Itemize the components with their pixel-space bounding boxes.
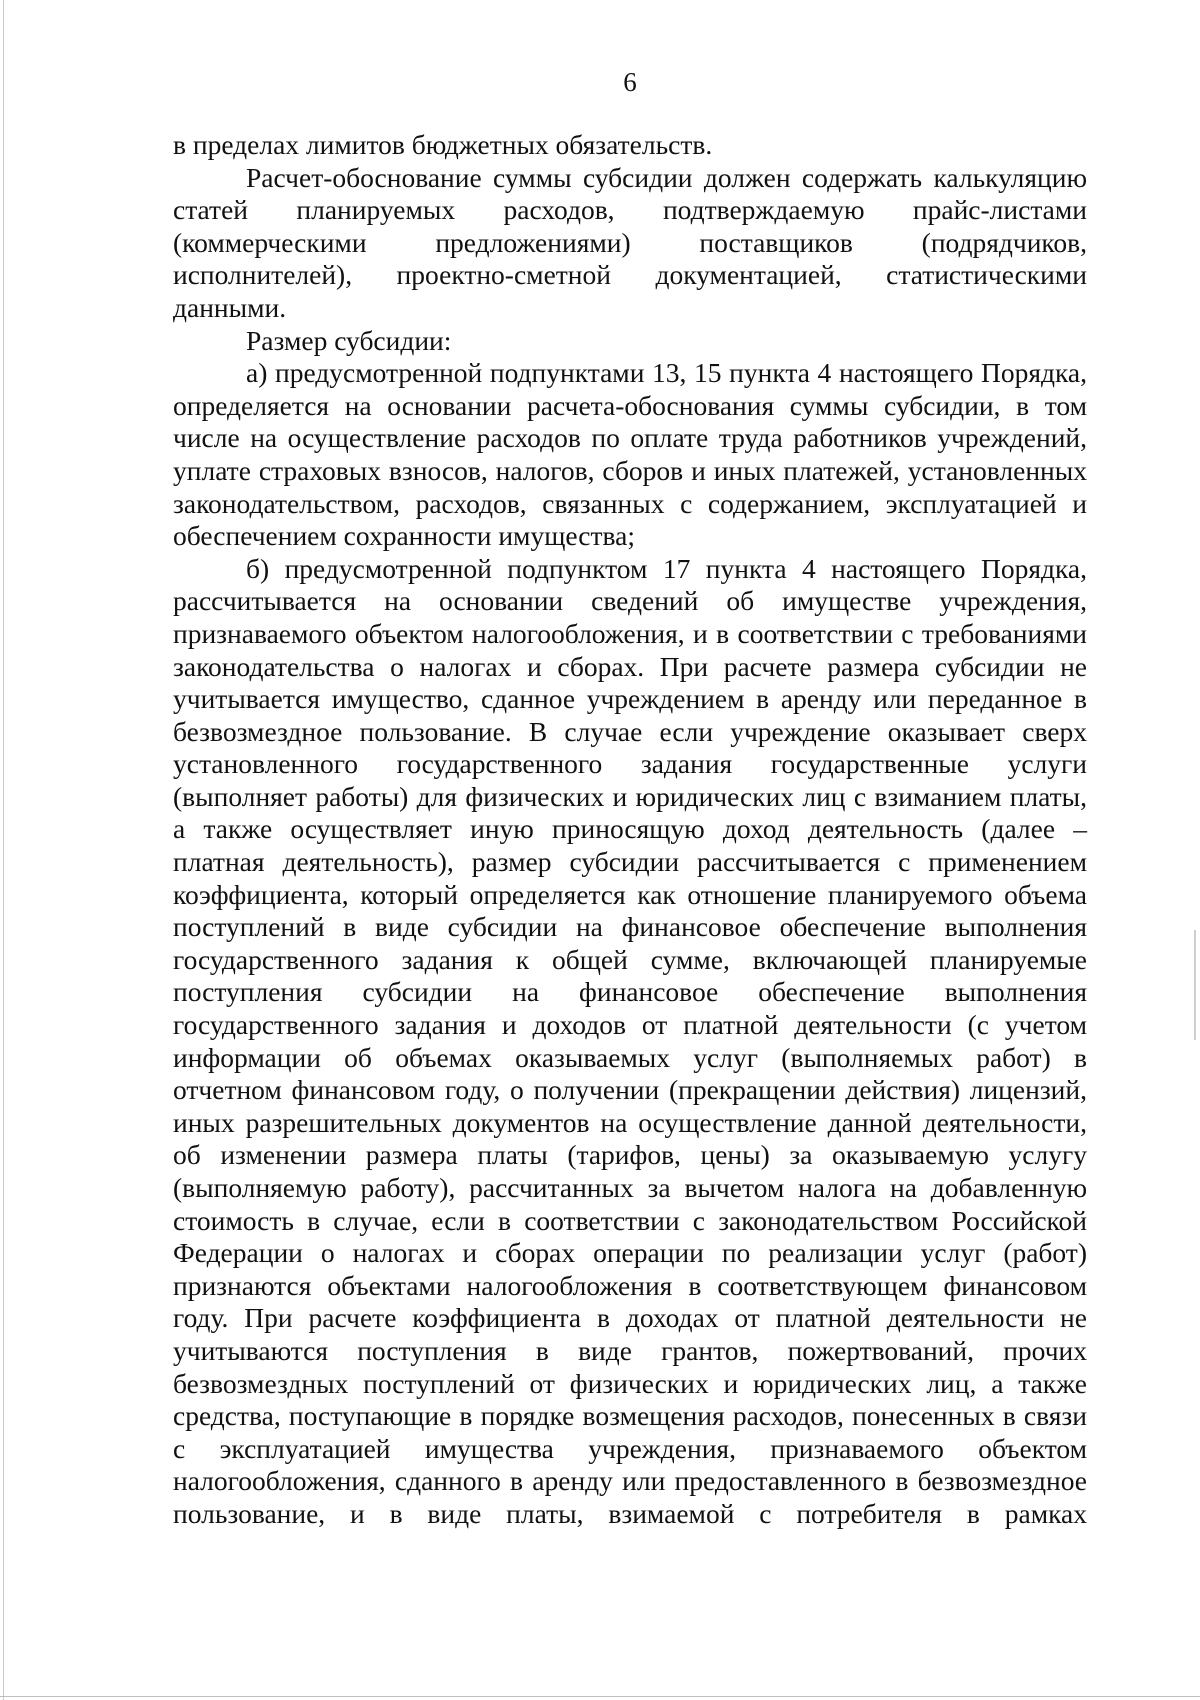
paragraph-2: Расчет-обоснование суммы субсидии должен содержать калькуляцию статей планируемых расходов, подтверждаемую прайс-листами (коммерческими предложениями) поставщиков (подрядчиков, исполнителей), проектно-сметной документацией, статистическими данными. (173, 161, 1087, 323)
scan-right-mark (1194, 930, 1196, 1040)
page-number: 6 (623, 67, 637, 97)
paragraph-5: б) предусмотренной подпунктом 17 пункта 4 настоящего Порядка, рассчитывается на основании сведений об имуществе учреждения, признаваемого объектом налогообложения, и в соответствии с требованиями законодательства о налогах и сборах. При расчете размера субсидии не учитывается имущество, сданное учреждением в аренду или переданное в безвозмездное пользование. В случае если учреждение оказывает сверх установленного государственного задания государственные услуги (выполняет работы) для физических и юридических лиц с взиманием платы, а также осуществляет иную приносящую доход деятельность (далее – платная деятельность), размер субсидии рассчитывается с применением коэффициента, который определяется как отношение планируемого объема поступлений в виде субсидии на финансовое обеспечение выполнения государственного задания к общей сумме, включающей планируемые поступления субсидии на финансовое обеспечение выполнения государственного задания и доходов от платной деятельности (с учетом информации об объемах оказываемых услуг (выполняемых работ) в отчетном финансовом году, о получении (прекращении действия) лицензий, иных разрешительных документов на осуществление данной деятельности, об изменении размера платы (тарифов, цены) за оказываемую услугу (выполняемую работу), рассчитанных за вычетом налога на добавленную стоимость в случае, если в соответствии с законодательством Российской Федерации о налогах и сборах операции по реализации услуг (работ) признаются объектами налогообложения в соответствующем финансовом году. При расчете коэффициента в доходах от платной деятельности не учитываются поступления в виде грантов, пожертвований, прочих безвозмездных поступлений от физических и юридических лиц, а также средства, поступающие в порядке возмещения расходов, понесенных в связи с эксплуатацией имущества учреждения, признаваемого объектом налогообложения, сданного в аренду или предоставленного в безвозмездное пользование, и в виде платы, взимаемой с потребителя в рамках (173, 552, 1087, 1529)
scan-left-edge (3, 0, 4, 1700)
paragraph-1: в пределах лимитов бюджетных обязательств. (173, 129, 713, 160)
body-text (173, 129, 1087, 1531)
scan-bottom-edge (0, 1696, 1200, 1697)
paragraph-4: а) предусмотренной подпунктами 13, 15 пункта 4 настоящего Порядка, определяется на основании расчета-обоснования суммы субсидии, в том числе на осуществление расходов по оплате труда работников учреждений, уплате страховых взносов, налогов, сборов и иных платежей, установленных законодательством, расходов, связанных с содержанием, эксплуатацией и обеспечением сохранности имущества; (173, 357, 1087, 552)
paragraph-3: Размер субсидии: (246, 324, 452, 356)
